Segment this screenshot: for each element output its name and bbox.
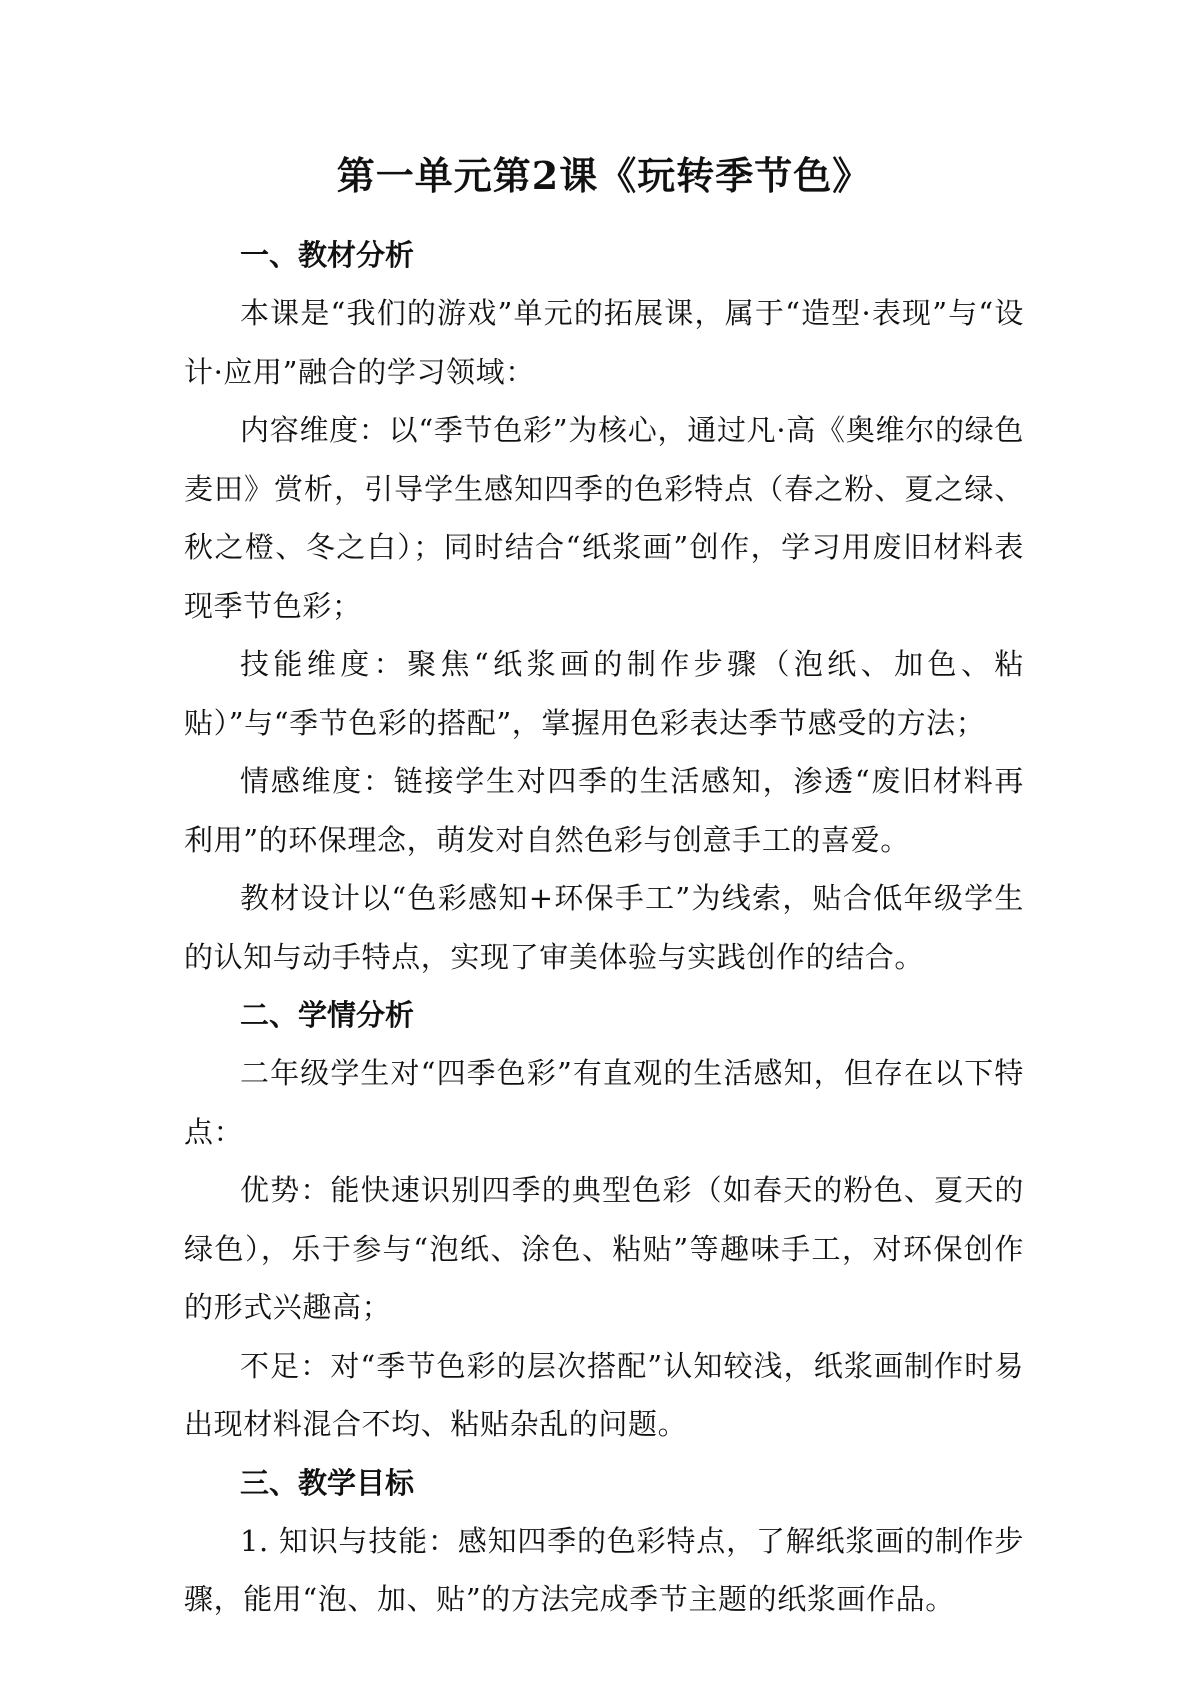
paragraph: 情感维度：链接学生对四季的生活感知，渗透“废旧材料再利用”的环保理念，萌发对自然色彩与创意手工的喜爱。 xyxy=(184,764,1024,857)
document-page xyxy=(184,148,1024,1629)
section-student-analysis xyxy=(184,986,1024,1454)
paragraph: 内容维度：以“季节色彩”为核心，通过凡·高《奥维尔的绿色麦田》赏析，引导学生感知四季的色彩特点（春之粉、夏之绿、秋之橙、冬之白）；同时结合“纸浆画”创作，学习用废旧材料表现季节色彩； xyxy=(184,413,1024,623)
section-heading: 一、教材分析 xyxy=(240,238,415,272)
paragraph: 优势：能快速识别四季的典型色彩（如春天的粉色、夏天的绿色），乐于参与“泡纸、涂色、粘贴”等趣味手工，对环保创作的形式兴趣高； xyxy=(184,1173,1024,1324)
section-textbook-analysis xyxy=(184,226,1024,986)
paragraph: 二年级学生对“四季色彩”有直观的生活感知，但存在以下特点： xyxy=(184,1056,1024,1149)
section-teaching-goals xyxy=(184,1454,1024,1629)
paragraph: 本课是“我们的游戏”单元的拓展课，属于“造型·表现”与“设计·应用”融合的学习领域： xyxy=(184,296,1024,389)
paragraph: 1. 知识与技能：感知四季的色彩特点，了解纸浆画的制作步骤，能用“泡、加、贴”的方法完成季节主题的纸浆画作品。 xyxy=(184,1523,1024,1616)
document-title: 第一单元第2课《玩转季节色》 xyxy=(336,153,872,198)
section-heading: 二、学情分析 xyxy=(240,998,415,1032)
paragraph: 不足：对“季节色彩的层次搭配”认知较浅，纸浆画制作时易出现材料混合不均、粘贴杂乱的问题。 xyxy=(184,1348,1024,1441)
paragraph: 教材设计以“色彩感知+环保手工”为线索，贴合低年级学生的认知与动手特点，实现了审美体验与实践创作的结合。 xyxy=(184,881,1024,974)
section-heading: 三、教学目标 xyxy=(240,1465,415,1500)
paragraph: 技能维度：聚焦“纸浆画的制作步骤（泡纸、加色、粘贴）”与“季节色彩的搭配”，掌握用色彩表达季节感受的方法； xyxy=(184,647,1024,740)
